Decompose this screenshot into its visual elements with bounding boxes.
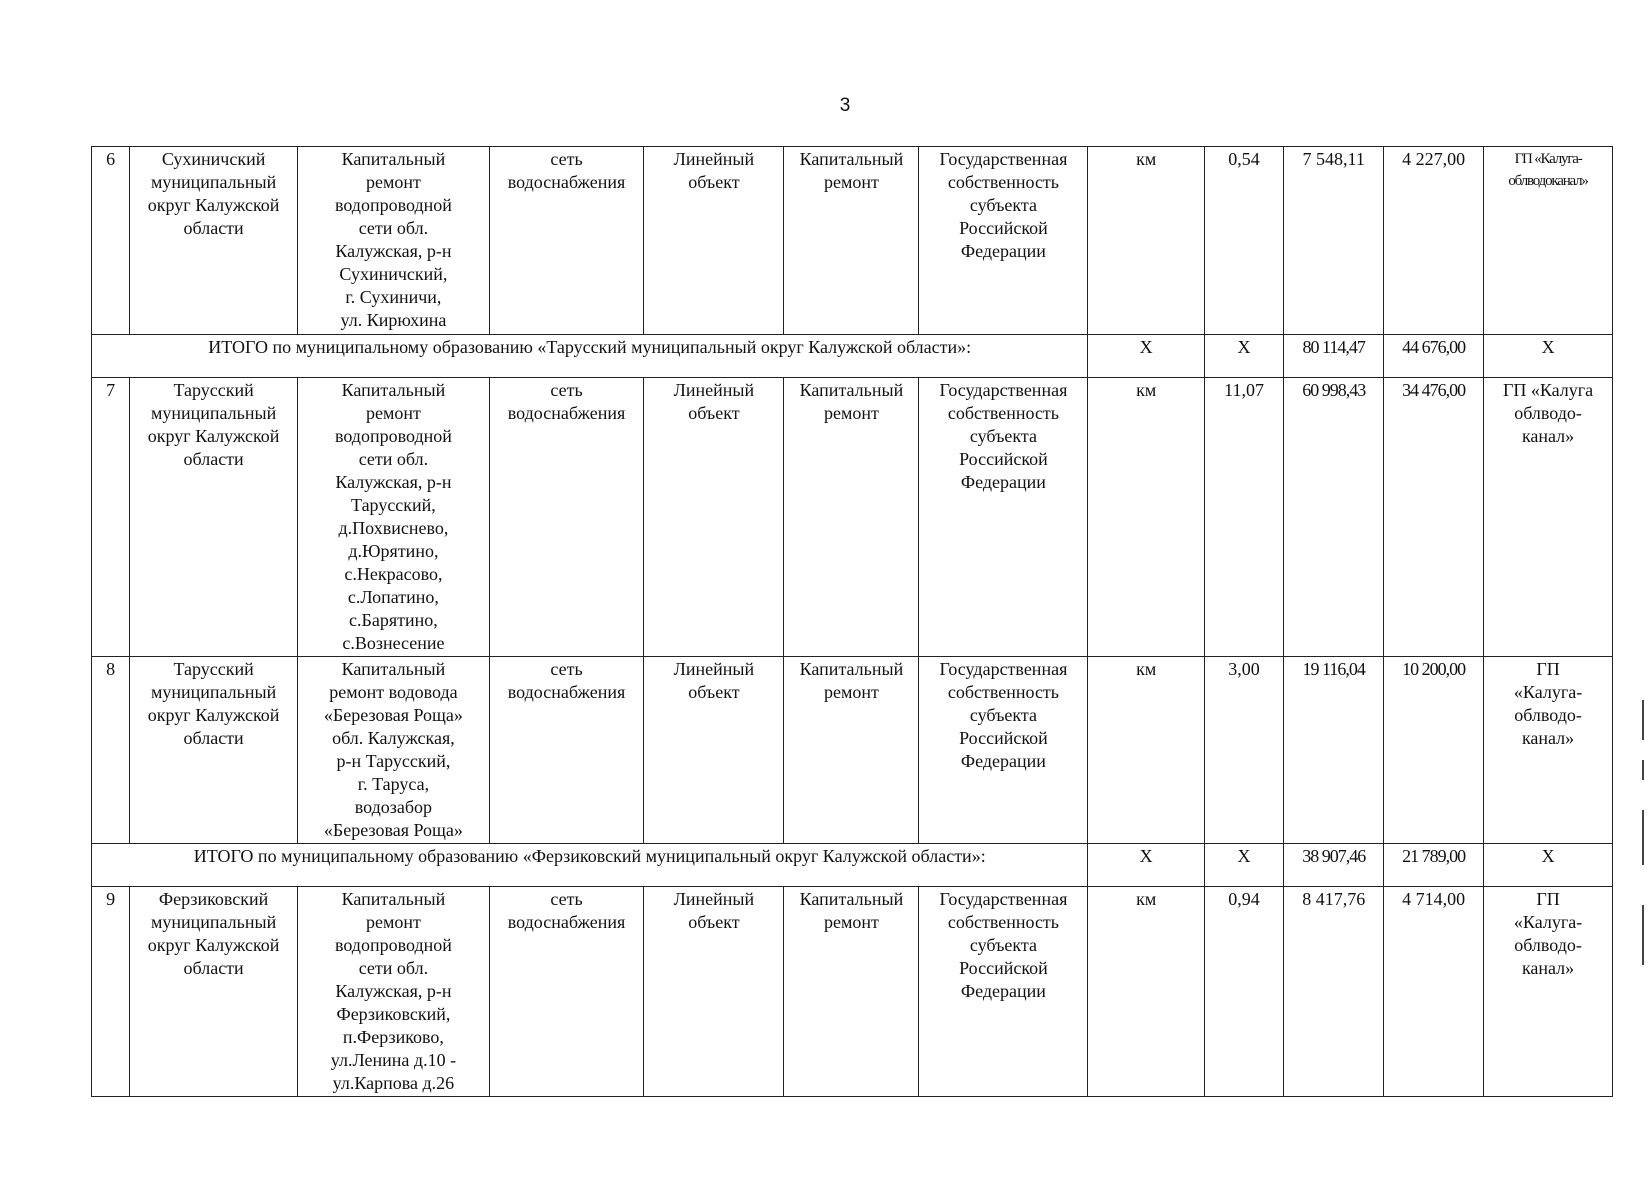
cost-total-cell: 8 417,76 [1284, 887, 1384, 1097]
municipality-cell: Тарусский муниципальный округ Калужской области [130, 378, 298, 657]
work-type-cell: Капитальный ремонт [784, 657, 919, 844]
ownership-cell: Государственная собственность субъекта Российской Федерации [919, 657, 1088, 844]
municipality-cell: Сухиничский муниципальный округ Калужской области [130, 147, 298, 335]
cost-total-cell: 7 548,11 [1284, 147, 1384, 335]
municipality-cell: Тарусский муниципальный округ Калужской области [130, 657, 298, 844]
category-cell: Линейный объект [644, 378, 784, 657]
object-name-cell: Капитальный ремонт водопроводной сети обл. Калужская, р-н Сухиничский, г. Сухиничи, ул. Кирюхина [298, 147, 490, 335]
scan-edge-mark [1642, 905, 1644, 965]
object-name-cell: Капитальный ремонт водопроводной сети обл. Калужская, р-н Тарусский, д.Похвиснево, д.Юрятино, с.Некрасово, с.Лопатино, с.Барятино, с.Вознесение [298, 378, 490, 657]
scan-edge-mark [1642, 760, 1644, 780]
row-number: 8 [92, 657, 130, 844]
unit-cell: км [1088, 147, 1204, 335]
operator-cell: ГП «Калуга облводо- канал» [1484, 378, 1613, 657]
cost-subsidy-cell: 21 789,00 [1384, 844, 1484, 887]
unit-cell: Х [1088, 335, 1204, 378]
object-type-cell: сеть водоснабжения [489, 657, 644, 844]
operator-cell: ГП «Калуга- облводо- канал» [1484, 887, 1613, 1097]
unit-cell: км [1088, 657, 1204, 844]
quantity-cell: 11,07 [1204, 378, 1283, 657]
ownership-cell: Государственная собственность субъекта Российской Федерации [919, 887, 1088, 1097]
object-type-cell: сеть водоснабжения [489, 887, 644, 1097]
ownership-cell: Государственная собственность субъекта Российской Федерации [919, 378, 1088, 657]
cost-total-cell: 19 116,04 [1284, 657, 1384, 844]
scan-edge-mark [1642, 700, 1644, 740]
total-label: ИТОГО по муниципальному образованию «Тарусский муниципальный округ Калужской области»: [92, 335, 1088, 378]
work-type-cell: Капитальный ремонт [784, 887, 919, 1097]
scan-edge-mark [1642, 810, 1644, 865]
operator-cell: ГП «Калуга- облводо- канал» [1484, 657, 1613, 844]
cost-total-cell: 38 907,46 [1284, 844, 1384, 887]
category-cell: Линейный объект [644, 887, 784, 1097]
quantity-cell: Х [1204, 335, 1283, 378]
operator-cell: ГП «Калуга- облводоканал» [1484, 147, 1613, 335]
page-number: 3 [839, 95, 851, 116]
cost-subsidy-cell: 34 476,00 [1384, 378, 1484, 657]
category-cell: Линейный объект [644, 657, 784, 844]
object-name-cell: Капитальный ремонт водопроводной сети обл. Калужская, р-н Ферзиковский, п.Ферзиково, ул.Ленина д.10 - ул.Карпова д.26 [298, 887, 490, 1097]
object-name-cell: Капитальный ремонт водовода «Березовая Роща» обл. Калужская, р-н Тарусский, г. Таруса, водозабор «Березовая Роща» [298, 657, 490, 844]
object-type-cell: сеть водоснабжения [489, 378, 644, 657]
row-number: 9 [92, 887, 130, 1097]
table-row [92, 378, 1613, 657]
work-type-cell: Капитальный ремонт [784, 378, 919, 657]
cost-subsidy-cell: 4 714,00 [1384, 887, 1484, 1097]
quantity-cell: 0,54 [1204, 147, 1283, 335]
operator-cell: Х [1484, 844, 1613, 887]
cost-total-cell: 80 114,47 [1284, 335, 1384, 378]
operator-cell: Х [1484, 335, 1613, 378]
table-row [92, 657, 1613, 844]
table-row [92, 887, 1613, 1097]
cost-subsidy-cell: 4 227,00 [1384, 147, 1484, 335]
unit-cell: Х [1088, 844, 1204, 887]
unit-cell: км [1088, 887, 1204, 1097]
quantity-cell: 3,00 [1204, 657, 1283, 844]
table-row [92, 147, 1613, 335]
total-row [92, 335, 1613, 378]
row-number: 6 [92, 147, 130, 335]
municipality-cell: Ферзиковский муниципальный округ Калужской области [130, 887, 298, 1097]
quantity-cell: Х [1204, 844, 1283, 887]
category-cell: Линейный объект [644, 147, 784, 335]
objects-table [91, 146, 1613, 1097]
row-number: 7 [92, 378, 130, 657]
work-type-cell: Капитальный ремонт [784, 147, 919, 335]
ownership-cell: Государственная собственность субъекта Российской Федерации [919, 147, 1088, 335]
cost-subsidy-cell: 44 676,00 [1384, 335, 1484, 378]
cost-total-cell: 60 998,43 [1284, 378, 1384, 657]
quantity-cell: 0,94 [1204, 887, 1283, 1097]
unit-cell: км [1088, 378, 1204, 657]
total-row [92, 844, 1613, 887]
object-type-cell: сеть водоснабжения [489, 147, 644, 335]
cost-subsidy-cell: 10 200,00 [1384, 657, 1484, 844]
total-label: ИТОГО по муниципальному образованию «Ферзиковский муниципальный округ Калужской области»: [92, 844, 1088, 887]
